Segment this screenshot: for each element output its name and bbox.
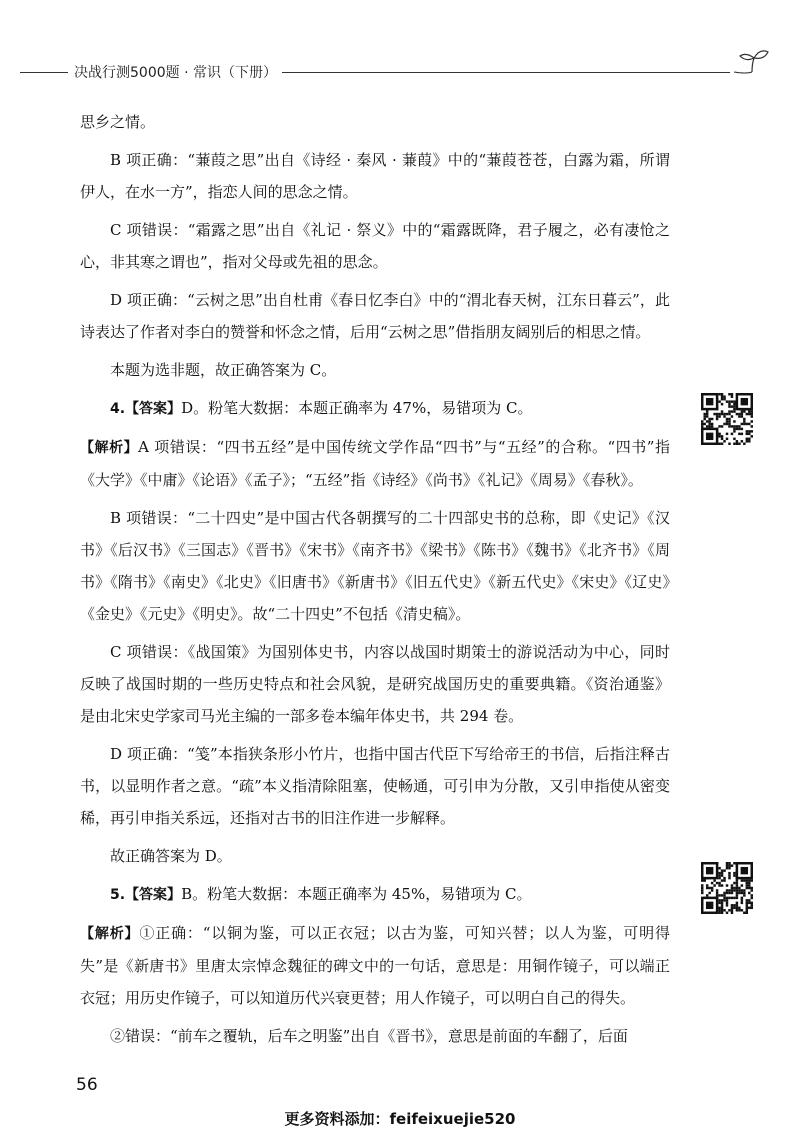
paragraph-text: A 项错误：“四书五经”是中国传统文学作品“四书”与“五经”的合称。“四书”指《大学》《中庸》《论语》《孟子》；“五经”指《诗经》《尚书》《礼记》《周易》《春秋》。 (80, 438, 671, 489)
paragraph-text: ②错误：“前车之覆轨，后车之明鉴”出自《晋书》，意思是前面的车翻了，后面 (110, 1027, 628, 1045)
sprout-icon (732, 44, 772, 84)
paragraph (80, 354, 670, 386)
paragraph (80, 1020, 670, 1052)
answer-tag: 【解析】 (80, 926, 140, 942)
paragraph (80, 392, 670, 425)
qr-code-icon (701, 393, 753, 445)
paragraph-text: C 项错误：《战国策》为国别体史书，内容以战国时期策士的游说活动为中心，同时反映了战国时期的一些历史特点和社会风貌，是研究战国历史的重要典籍。《资治通鉴》是由北宋史学家司马光主编的一部多卷本编年体史书，共 294 卷。 (80, 643, 670, 725)
paragraph-text: ①正确：“以铜为鉴，可以正衣冠；以古为鉴，可知兴替；以人为鉴，可明得失”是《新唐书》里唐太宗悼念魏征的碑文中的一句话，意思是：用铜作镜子，可以端正衣冠；用历史作镜子，可以知道历代兴衰更替；用人作镜子，可以明白自己的得失。 (80, 924, 670, 1007)
paragraph (80, 502, 670, 630)
answer-tag: 4.【答案】 (110, 401, 182, 417)
header-title: 决战行测5000题 · 常识（下册） (74, 65, 277, 81)
paragraph (80, 431, 670, 496)
running-header (20, 58, 780, 88)
paragraph-text: D 项正确：“云树之思”出自杜甫《春日忆李白》中的“渭北春天树，江东日暮云”，此诗表达了作者对李白的赞誉和怀念之情，后用“云树之思”借指朋友阔别后的相思之情。 (80, 291, 670, 341)
paragraph-text: B。粉笔大数据：本题正确率为 45%，易错项为 C。 (181, 885, 532, 903)
header-rule-right (282, 72, 730, 73)
paragraph-text: B 项正确：“蒹葭之思”出自《诗经 · 秦风 · 蒹葭》中的“蒹葭苍苍，白露为霜，所谓伊人，在水一方”，指恋人间的思念之情。 (80, 151, 670, 201)
paragraph (80, 840, 670, 872)
paragraph-text: 本题为选非题，故正确答案为 C。 (110, 361, 337, 379)
answer-tag: 5.【答案】 (110, 887, 182, 903)
header-rule-left (20, 72, 68, 73)
answer-tag: 【解析】 (80, 440, 139, 456)
paragraph-text: B 项错误：“二十四史”是中国古代各朝撰写的二十四部史书的总称，即《史记》《汉书》《后汉书》《三国志》《晋书》《宋书》《南齐书》《梁书》《陈书》《魏书》《北齐书》《周书》《隋书》《南史》《北史》《旧唐书》《新唐书》《旧五代史》《新五代史》《宋史》《辽史》《金史》《元史》《明史》。故“二十四史”不包括《清史稿》。 (80, 509, 670, 623)
paragraph (80, 106, 670, 138)
paragraph (80, 738, 670, 834)
paragraph-text: 思乡之情。 (80, 113, 156, 131)
qr-code-icon (701, 862, 753, 914)
paragraph-text: C 项错误：“霜露之思”出自《礼记 · 祭义》中的“霜露既降，君子履之，必有凄怆之心，非其寒之谓也”，指对父母或先祖的思念。 (80, 221, 670, 271)
page-number: 56 (76, 1075, 98, 1095)
paragraph (80, 284, 670, 348)
paragraph (80, 917, 670, 1014)
paragraph (80, 636, 670, 732)
paragraph-text: D 项正确：“笺”本指狭条形小竹片，也指中国古代臣下写给帝王的书信，后指注释古书，以显明作者之意。“疏”本义指清除阻塞，使畅通，可引申为分散，又引申指使从密变稀，再引申指关系远，还指对古书的旧注作进一步解释。 (80, 745, 670, 827)
paragraph (80, 878, 670, 911)
paragraph (80, 214, 670, 278)
paragraph-text: 故正确答案为 D。 (110, 847, 232, 865)
paragraph (80, 144, 670, 208)
page-body (80, 106, 670, 1058)
footer-note: 更多资料添加：feifeixuejie520 (284, 1110, 516, 1128)
paragraph-text: D。粉笔大数据：本题正确率为 47%，易错项为 C。 (181, 399, 533, 417)
